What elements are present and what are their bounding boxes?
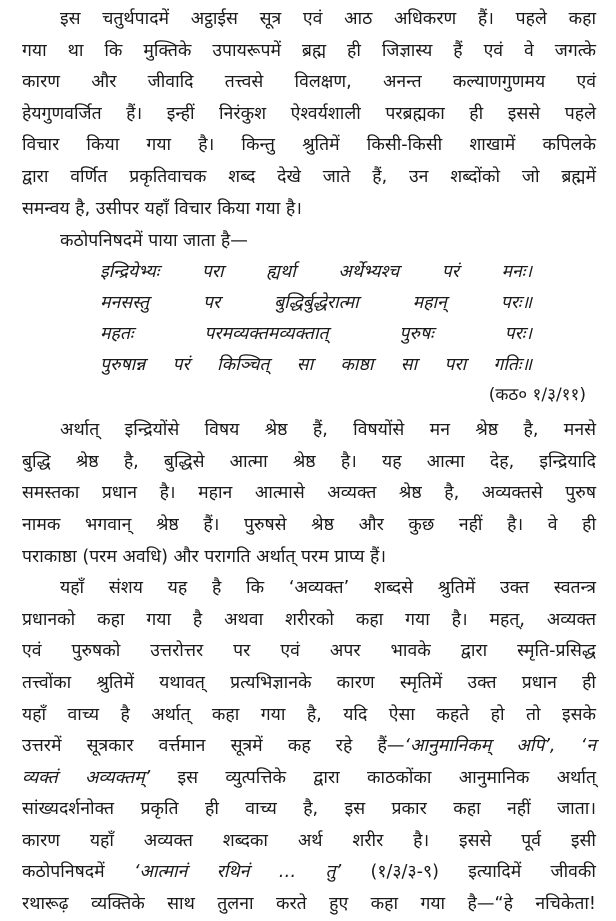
text-line <box>22 857 596 889</box>
text-line <box>22 763 596 795</box>
text-run: इस व्युत्पत्तिके द्वारा काठकोंका आनुमानिक अर्थात् <box>150 767 596 788</box>
text-line: प्रधानको कहा गया है अथवा शरीरको कहा गया है। महत्, अव्यक्त <box>22 609 596 630</box>
text-line: समस्तका प्रधान है। महान आत्मासे अव्यक्त श्रेष्ठ है, अव्यक्तसे पुरुष <box>22 483 596 504</box>
sanskrit-verse <box>22 257 596 381</box>
italic-quote: ‘आनुमानिकम् अपि’, ‘न <box>404 736 596 757</box>
verse-line: पुरुषान्न परं किञ्चित् सा काष्ठा सा परा गतिः॥ <box>100 355 532 376</box>
text-line: बुद्धि श्रेष्ठ है, बुद्धिसे आत्मा श्रेष्ठ है। यह आत्मा देह, इन्द्रियादि <box>22 451 596 472</box>
text-run: कठोपनिषदमें <box>22 862 134 883</box>
text-line: नामक भगवान् श्रेष्ठ हैं। पुरुषसे श्रेष्ठ और कुछ नहीं है। वे ही <box>22 514 596 535</box>
text-line: कारण यहाँ अव्यक्त शब्दका अर्थ शरीर है। इससे पूर्व इसी <box>22 830 596 851</box>
text-line: अर्थात् इन्द्रियोंसे विषय श्रेष्ठ हैं, विषयोंसे मन श्रेष्ठ है, मनसे <box>60 420 596 441</box>
text-run: (१/३/३-९) इत्यादिमें जीवकी <box>341 862 596 883</box>
text-line: विचार किया गया है। किन्तु श्रुतिमें किसी-किसी शाखामें कपिलके <box>22 135 596 156</box>
verse-line: महतः परमव्यक्तमव्यक्तात् पुरुषः परः। <box>100 324 532 345</box>
text-line: समन्वय है, उसीपर यहाँ विचार किया गया है। <box>22 198 302 219</box>
paragraph-doubt <box>22 573 596 921</box>
paragraph-meaning <box>22 415 596 573</box>
text-line: द्वारा वर्णित प्रकृतिवाचक शब्द देखे जाते हैं, उन शब्दोंको जो ब्रह्ममें <box>22 166 596 187</box>
text-line: पराकाष्ठा (परम अवधि) और परागति अर्थात् परम प्राप्य हैं। <box>22 546 387 567</box>
text-line: कारण और जीवादि तत्त्वसे विलक्षण, अनन्त कल्याणगुणमय एवं <box>22 72 596 93</box>
document-page <box>22 4 596 921</box>
text-line: हेयगुणवर्जित हैं। इन्हीं निरंकुश ऐश्वर्यशाली परब्रह्मका ही इससे पहले <box>22 103 596 124</box>
text-line: इस चतुर्थपादमें अट्ठाईस सूत्र एवं आठ अधिकरण हैं। पहले कहा <box>60 9 596 29</box>
text-line: रथारूढ़ व्यक्तिके साथ तुलना करते हुए कहा गया है—“हे नचिकेता! <box>22 894 596 915</box>
italic-quote: व्यक्तं अव्यक्तम्’ <box>22 767 151 788</box>
text-line: सांख्यदर्शनोक्त प्रकृति ही वाच्य है, इस प्रकार कहा नहीं जाता। <box>22 799 596 820</box>
verse-citation: (कठ० १/३/११) <box>488 385 586 406</box>
text-line: गया था कि मुक्तिके उपायरूपमें ब्रह्म ही जिज्ञास्य हैं एवं वे जगत्के <box>22 40 596 61</box>
paragraph-intro <box>22 4 596 225</box>
italic-quote: ‘आत्मानं रथिनं … तु’ <box>133 862 342 883</box>
text-line <box>22 731 596 763</box>
verse-intro: कठोपनिषदमें पाया जाता है— <box>60 231 248 252</box>
text-line: यहाँ संशय यह है कि ‘अव्यक्त’ शब्दसे श्रुतिमें उक्त स्वतन्त्र <box>60 578 596 599</box>
verse-line: मनसस्तु पर बुद्धिर्बुद्धेरात्मा महान् परः॥ <box>100 293 532 314</box>
text-line: तत्त्वोंका श्रुतिमें यथावत् प्रत्यभिज्ञानके कारण स्मृतिमें उक्त प्रधान ही <box>22 672 596 693</box>
verse-line: इन्द्रियेभ्यः परा ह्यर्था अर्थेभ्यश्च परं मनः। <box>100 262 532 283</box>
text-line: एवं पुरुषको उत्तरोत्तर पर एवं अपर भावके द्वारा स्मृति-प्रसिद्ध <box>22 641 596 662</box>
text-run: उत्तरमें सूत्रकार वर्त्तमान सूत्रमें कह रहे हैं— <box>22 736 405 757</box>
text-line: यहाँ वाच्य है अर्थात् कहा गया है, यदि ऐसा कहते हो तो इसके <box>22 704 596 725</box>
